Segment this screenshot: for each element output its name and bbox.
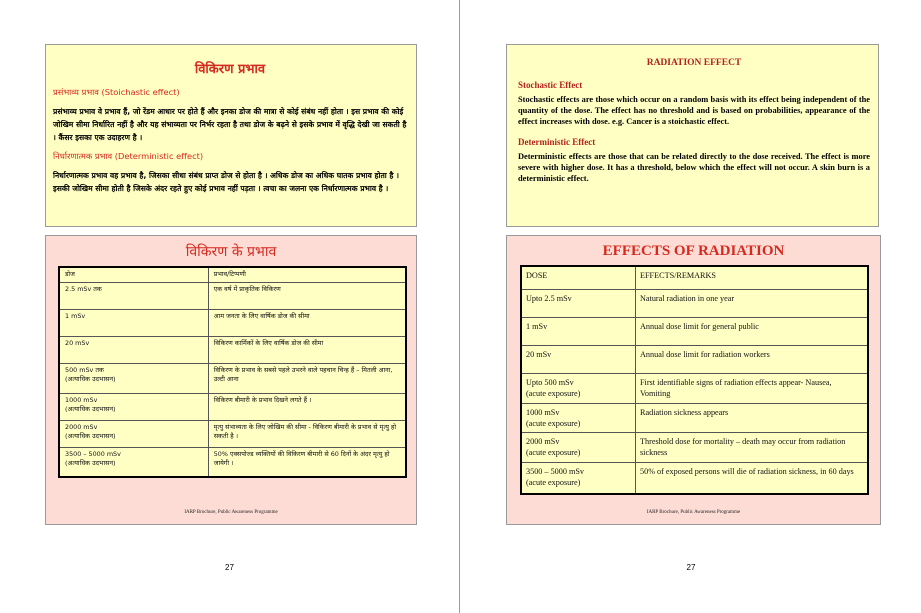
effect-cell: First identifiable signs of radiation effects appear- Nausea, Vomiting: [636, 373, 869, 403]
table-row: [521, 462, 868, 494]
table-row: [59, 282, 406, 309]
right-page: [461, 0, 921, 613]
table-row: [59, 336, 406, 363]
effect-cell: विकिरण के प्रभाव के सबसे पहले उभरने वाले पहचान चिन्ह हैं – मितली आना, उल्टी आना: [208, 363, 406, 393]
effect-cell: Radiation sickness appears: [636, 403, 869, 432]
dose-cell: 1 mSv: [59, 309, 208, 336]
dose-cell: 3500 – 5000 mSv (acute exposure): [521, 462, 636, 494]
stochastic-text: प्रसंभाव्य प्रभाव वे प्रभाव हैं, जो रेंडम आधार पर होते हैं और इनका डोज की मात्रा से कोई संबंध नहीं होता । इस प्रभाव की कोई जोखिम सीमा निर्धारित नहीं है और यह संभाव्यता पर निर्भर रहता है तथा डोज के बढ़ने से इसके प्रभाव में वृद्धि देखी जा सकती है । कैंसर इसका एक उदाहरण है ।: [53, 107, 407, 142]
effect-header-cell: EFFECTS/REMARKS: [636, 266, 869, 289]
dose-cell: 2000 mSv (acute exposure): [521, 432, 636, 462]
stochastic-heading: प्रसंभाव्य प्रभाव (Stoichastic effect): [53, 87, 180, 97]
dose-cell: 1 mSv: [521, 317, 636, 345]
dose-cell: Upto 500 mSv (acute exposure): [521, 373, 636, 403]
table-row: [59, 393, 406, 420]
english-table-box: [506, 235, 881, 525]
table-row: [59, 309, 406, 336]
dose-cell: 500 mSv तक (अत्याधिक उदभासन): [59, 363, 208, 393]
dose-cell: Upto 2.5 mSv: [521, 289, 636, 317]
deterministic-heading: Deterministic Effect: [518, 136, 596, 147]
dose-header-cell: डोज: [59, 267, 208, 282]
dose-cell: 20 mSv: [59, 336, 208, 363]
hindi-info-box: [45, 44, 417, 227]
table-title: विकिरण के प्रभाव: [185, 244, 277, 260]
page-number: 27: [225, 563, 234, 572]
table-row: [521, 289, 868, 317]
effect-cell: Threshold dose for mortality – death may occur from radiation sickness: [636, 432, 869, 462]
brochure-footer: IARP Brochure, Public Awareness Programme: [646, 510, 741, 515]
hindi-table-box: [45, 235, 417, 525]
english-info-box: [506, 44, 879, 227]
table-row: [59, 420, 406, 447]
dose-cell: 3500 – 5000 mSv (अत्याधिक उदभासन): [59, 447, 208, 477]
dose-cell: 2.5 mSv तक: [59, 282, 208, 309]
dose-cell: 1000 mSv (acute exposure): [521, 403, 636, 432]
page-number: 27: [686, 563, 696, 572]
table-title: EFFECTS OF RADIATION: [602, 243, 785, 259]
table-row: [521, 373, 868, 403]
effect-header-cell: प्रभाव/टिप्पणी: [208, 267, 406, 282]
effect-cell: विकिरण कार्मिकों के लिए वार्षिक डोज की सीमा: [208, 336, 406, 363]
deterministic-text: निर्धारणात्मक प्रभाव वह प्रभाव है, जिसका सीधा संबंध प्राप्त डोज से होता है । अधिक डोज का अधिक घातक प्रभाव होता है । इसकी जोखिम सीमा होती है जिसके अंदर रहते हुए कोई प्रभाव नहीं पड़ता । त्वचा का जलना एक निर्धारणात्मक प्रभाव है ।: [53, 171, 399, 193]
deterministic-text: Deterministic effects are those that can be related directly to the dose received. The effect is more severe with higher dose. It has a threshold, below which the effect will not occur. A skin burn is a deterministic effect.: [518, 151, 870, 184]
radiation-effects-table: [58, 266, 407, 478]
stochastic-heading: Stochastic Effect: [518, 80, 583, 90]
effect-cell: एक वर्ष में प्राकृतिक विकिरण: [208, 282, 406, 309]
effect-cell: आम जनता के लिए वार्षिक डोज की सीमा: [208, 309, 406, 336]
stochastic-text: Stochastic effects are those which occur on a random basis with its effect being independent of the quantity of the dose. The effect has no threshold and is based on probabilities, appearance of the effect increases with dose. e.g. Cancer is a stoichastic effect.: [518, 95, 870, 127]
effect-cell: मृत्यु संभाव्यता के लिए जोखिम की सीमा - विकिरण बीमारी के प्रभाव से मृत्यु हो सकती है ।: [208, 420, 406, 447]
table-row: [521, 403, 868, 432]
table-header-row: [59, 267, 406, 282]
effect-cell: विकिरण बीमारी के प्रभाव दिखने लगते हैं ।: [208, 393, 406, 420]
deterministic-heading: निर्धारणात्मक प्रभाव (Deterministic effect): [53, 151, 204, 161]
effect-cell: 50% of exposed persons will die of radiation sickness, in 60 days: [636, 462, 869, 494]
effect-cell: Annual dose limit for radiation workers: [636, 345, 869, 373]
info-title: विकिरण प्रभाव: [194, 62, 266, 77]
effect-cell: Natural radiation in one year: [636, 289, 869, 317]
info-title: RADIATION EFFECT: [646, 58, 742, 68]
dose-cell: 1000 mSv (अत्याधिक उदभासन): [59, 393, 208, 420]
effect-cell: 50% एक्सपोज्ड व्यक्तियों की विकिरण बीमारी से 60 दिनों के अंदर मृत्यु हो जायेगी ।: [208, 447, 406, 477]
left-page: [0, 0, 460, 613]
table-row: [521, 317, 868, 345]
brochure-footer: IARP Brochure, Public Awareness Programme: [184, 510, 278, 515]
table-row: [521, 432, 868, 462]
table-row: [59, 447, 406, 477]
table-row: [59, 363, 406, 393]
radiation-effects-table: [520, 265, 869, 495]
effect-cell: Annual dose limit for general public: [636, 317, 869, 345]
dose-cell: 2000 mSv (अत्याधिक उदभासन): [59, 420, 208, 447]
table-row: [521, 345, 868, 373]
table-header-row: [521, 266, 868, 289]
dose-header-cell: DOSE: [521, 266, 636, 289]
dose-cell: 20 mSv: [521, 345, 636, 373]
